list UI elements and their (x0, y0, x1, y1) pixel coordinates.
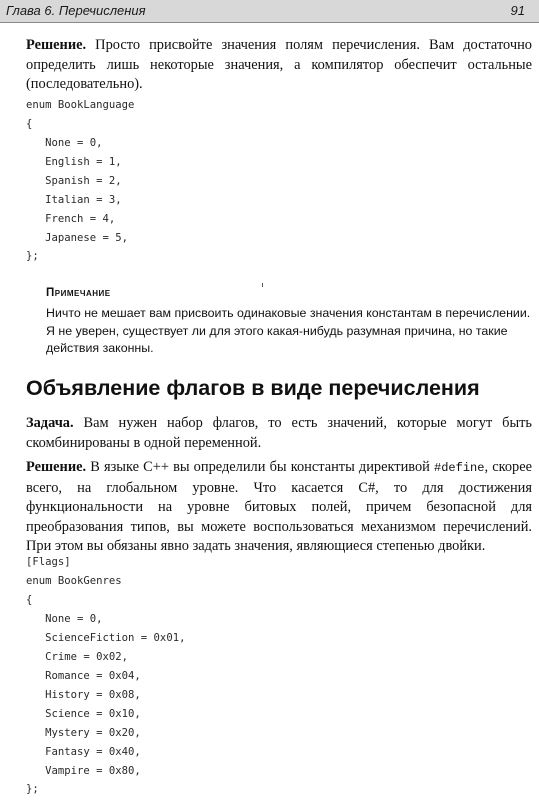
code-line: Fantasy = 0x40, (26, 746, 141, 758)
code-line: None = 0, (26, 137, 103, 149)
code-line: Italian = 3, (26, 194, 122, 206)
code-line: Vampire = 0x80, (26, 765, 141, 777)
code-line: [Flags] (26, 556, 71, 568)
code-line: { (26, 594, 33, 606)
solution-text-2: , скорее всего, на глобальном уровне. Что касается C#, то для достижения функциональности на уровне битовых полей, причем безопасной для преобразования типов, вы можете воспользоваться механизмом перечислений. При этом вы обязаны явно задать значения, являющиеся степенью двойки. (26, 459, 533, 554)
code-line: enum BookGenres (26, 575, 122, 587)
page-number: 91 (510, 3, 525, 18)
solution-paragraph (26, 458, 532, 557)
code-line: French = 4, (26, 213, 116, 225)
define-directive: #define (434, 461, 485, 475)
intro-text: Просто присвойте значения полям перечисления. Вам достаточно определить лишь некоторые значения, а компилятор обеспечит остальные (последовательно). (26, 37, 532, 92)
code-line: Crime = 0x02, (26, 651, 129, 663)
code-line: Spanish = 2, (26, 175, 122, 187)
code-line: English = 1, (26, 156, 122, 168)
task-paragraph (26, 414, 532, 453)
code-line: History = 0x08, (26, 689, 141, 701)
code-line: }; (26, 783, 39, 795)
code-line: Science = 0x10, (26, 708, 141, 720)
code-line: }; (26, 250, 39, 262)
intro-paragraph (26, 36, 532, 95)
task-text: Вам нужен набор флагов, то есть значений, которые могут быть скомбинированы в одной переменной. (26, 415, 532, 451)
code-line: ScienceFiction = 0x01, (26, 632, 186, 644)
scan-speck (262, 283, 263, 287)
code-line: Mystery = 0x20, (26, 727, 141, 739)
intro-lead: Решение. (26, 37, 87, 53)
solution-lead: Решение. (26, 459, 87, 475)
note-title: Примечание (46, 287, 111, 299)
chapter-title: Глава 6. Перечисления (6, 3, 146, 18)
note-text: Ничто не мешает вам присвоить одинаковые значения константам в перечислении. Я не уверен, существует ли для этого какая-нибудь разумная причина, но такие действия законны. (46, 306, 531, 355)
page-header (0, 0, 539, 23)
code-line: Romance = 0x04, (26, 670, 141, 682)
code-line: enum BookLanguage (26, 99, 135, 111)
code-line: Japanese = 5, (26, 232, 129, 244)
task-lead: Задача. (26, 415, 74, 431)
code-line: None = 0, (26, 613, 103, 625)
section-heading: Объявление флагов в виде перечисления (26, 376, 480, 400)
code-line: { (26, 118, 33, 130)
solution-text-1: В языке C++ вы определили бы константы директивой (86, 459, 435, 475)
